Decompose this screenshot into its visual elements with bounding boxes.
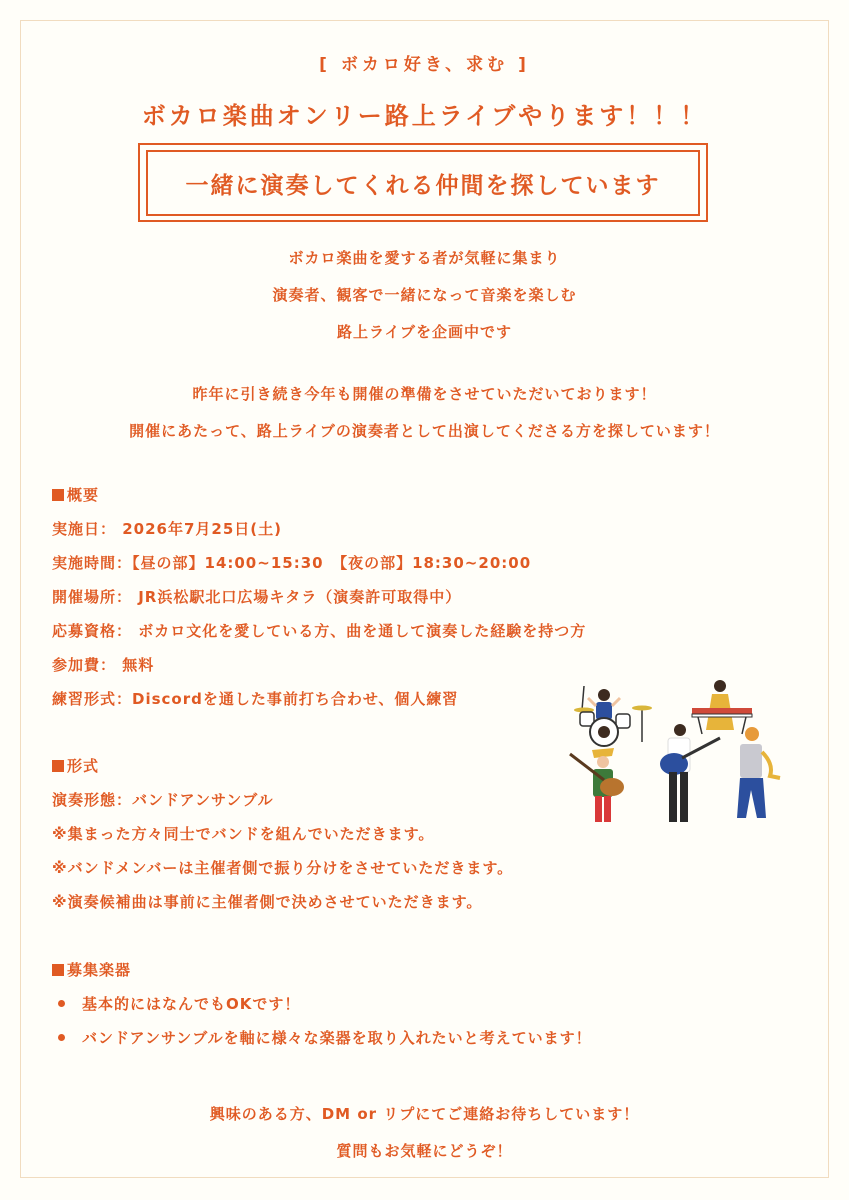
format-style: 演奏形態：バンドアンサンブル [52,791,274,809]
notice-line: 昨年に引き続き今年も開催の準備をさせていただいております！ [192,385,657,403]
intro-line: 演奏者、観客で一緒になって音楽を楽しむ [272,286,577,304]
intro-text [0,240,849,351]
footer-text [0,1096,849,1170]
instruments-list [52,987,592,1055]
acoustic-guitarist-figure [570,748,624,822]
headline: ボカロ楽曲オンリー路上ライブやります！！！ [141,102,708,130]
title-box [146,150,700,216]
list-item-text: バンドアンサンブルを軸に様々な楽器を取り入れたいと考えています！ [82,1029,592,1047]
tagline: [ ボカロ好き、求む ] [319,55,530,75]
notice-line: 開催にあたって、路上ライブの演奏者として出演してくださる方を探しています！ [129,422,720,440]
format-heading [52,749,513,783]
list-item [52,1021,592,1055]
format-note: ※バンドメンバーは主催者側で振り分けをさせていただきます。 [52,859,514,877]
square-bullet-icon [52,489,64,501]
overview-venue: 開催場所： JR浜松駅北口広場キタラ（演奏許可取得中） [52,588,462,606]
notice-text [0,376,849,450]
drummer-figure [574,686,652,746]
saxophonist-figure [737,727,780,818]
format-heading-text: 形式 [67,757,100,775]
overview-section [52,478,586,716]
instruments-heading [52,953,592,987]
list-item-text: 基本的にはなんでもOKです！ [82,995,301,1013]
footer-line: 興味のある方、DM or リプにてご連絡お待ちしています！ [209,1105,640,1123]
overview-eligibility: 応募資格： ボカロ文化を愛している方、曲を通して演奏した経験を持つ方 [52,622,587,640]
overview-time: 実施時間：【昼の部】14:00~15:30 【夜の部】18:30~20:00 [52,554,532,572]
overview-date: 実施日： 2026年7月25日(土) [52,520,282,538]
format-note: ※演奏候補曲は事前に主催者側で決めさせていただきます。 [52,893,483,911]
overview-practice: 練習形式：Discordを通した事前打ち合わせ、個人練習 [52,690,459,708]
overview-fee: 参加費： 無料 [52,656,155,674]
bullet-dot-icon [58,1034,65,1041]
format-section [52,749,513,919]
footer-line: 質問もお気軽にどうぞ！ [336,1142,513,1160]
electric-guitarist-figure [660,724,720,822]
square-bullet-icon [52,760,64,772]
list-item [52,987,592,1021]
title-box-text: 一緒に演奏してくれる仲間を探しています [185,172,661,199]
instruments-heading-text: 募集楽器 [67,961,132,979]
overview-heading [52,478,586,512]
format-note: ※集まった方々同士でバンドを組んでいただきます。 [52,825,435,843]
square-bullet-icon [52,964,64,976]
bullet-dot-icon [58,1000,65,1007]
keyboardist-figure [692,680,752,734]
intro-line: 路上ライブを企画中です [336,323,513,341]
intro-line: ボカロ楽曲を愛する者が気軽に集まり [288,249,561,267]
instruments-section [52,953,592,1055]
overview-heading-text: 概要 [67,486,100,504]
band-illustration [552,672,792,842]
